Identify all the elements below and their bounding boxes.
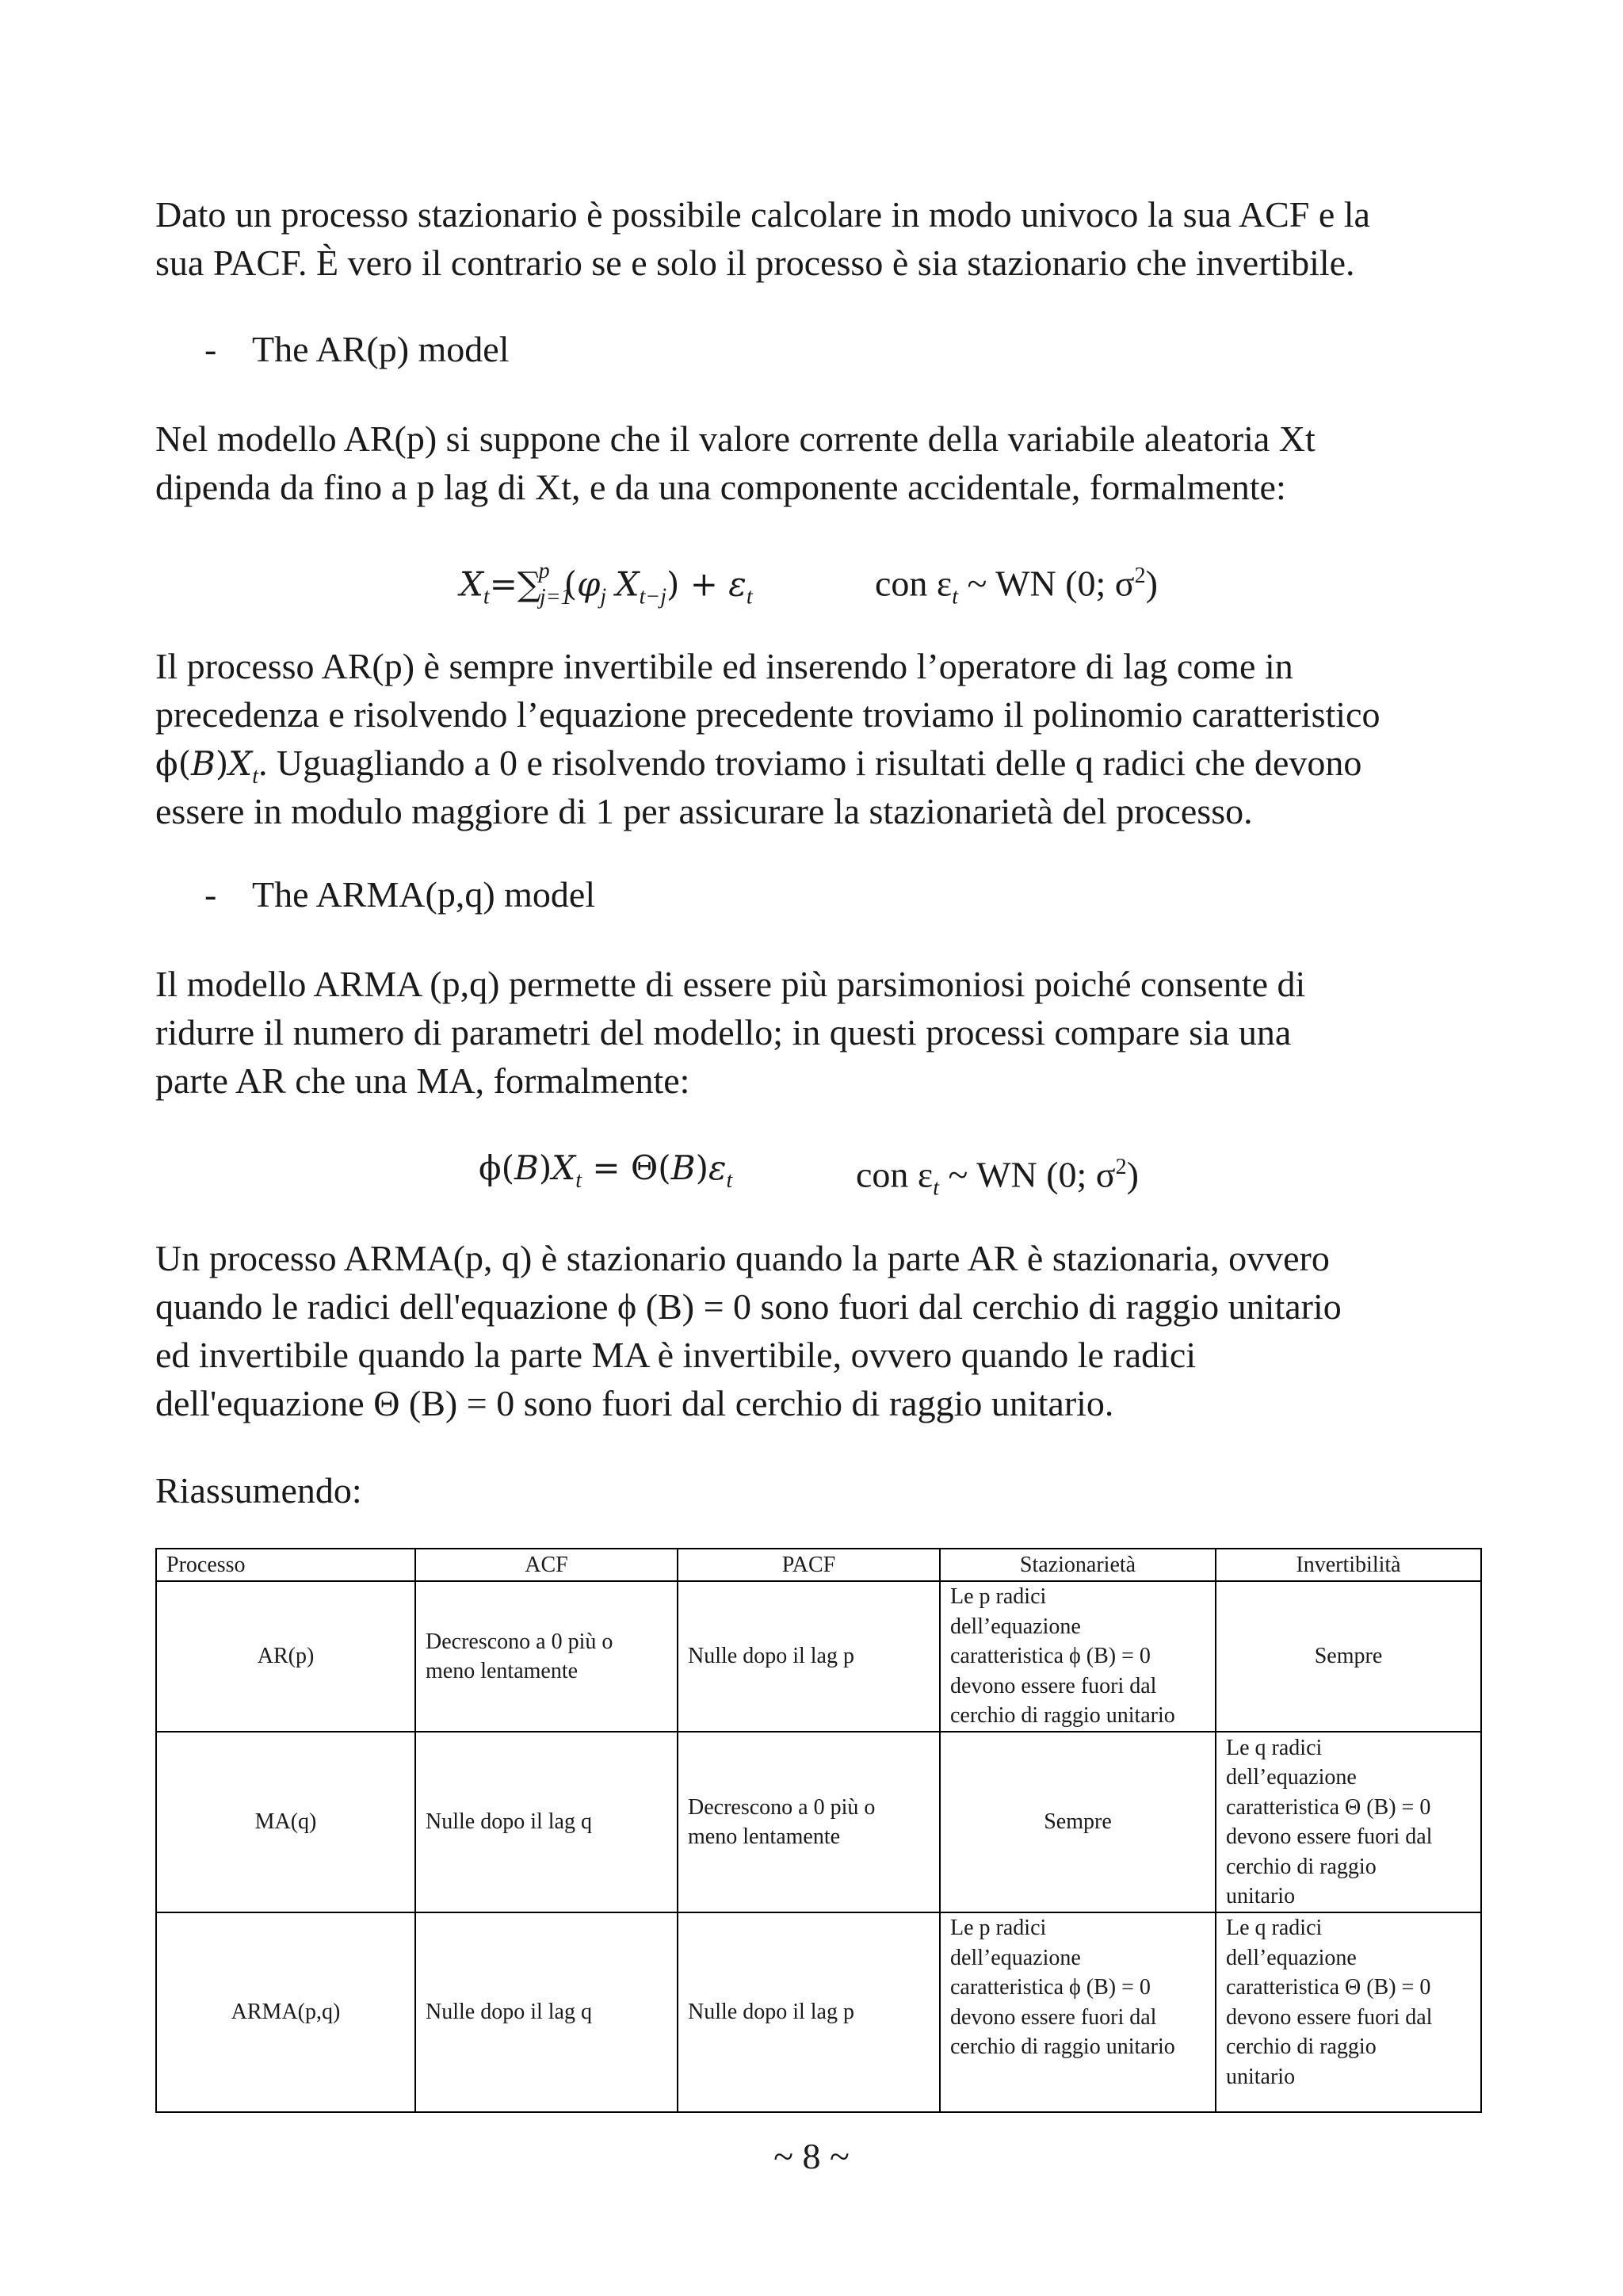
bullet-arma-label: The ARMA(p,q) model — [252, 874, 596, 915]
summary-table — [155, 1548, 1482, 2113]
paragraph-arma-line-3: parte AR che una MA, formalmente: — [155, 1060, 690, 1101]
cell-invertibility: Sempre — [1216, 1581, 1481, 1732]
cell-process: MA(q) — [156, 1732, 415, 1912]
cell-invertibility: Le q radici dell’equazione caratteristica Θ (B) = 0 devono essere fuori dal cerchio di raggio unitario — [1216, 1912, 1481, 2112]
cell-stationarity: Le p radici dell’equazione caratteristica ϕ (B) = 0 devono essere fuori dal cerchio di raggio unitario — [940, 1581, 1216, 1732]
paragraph-ar-invertible-line-3: $\phi(B)X_t$. Uguagliando a 0 e risolvendo troviamo i risultati delle q radici che devono — [155, 743, 1362, 789]
cell-acf: Nulle dopo il lag q — [415, 1912, 678, 2112]
bullet-ar-label: The AR(p) model — [252, 329, 510, 369]
paragraph-arma-line-2: ridurre il numero di parametri del modello; in questi processi compare sia una — [155, 1012, 1292, 1052]
arma-formula-condition: con $\varepsilon_t$ ~ WN (0; $\sigma^2$) — [856, 1154, 1139, 1201]
table-header-row — [156, 1549, 1481, 1581]
paragraph-ar-invertible-line-4: essere in modulo maggiore di 1 per assicurare la stazionarietà del processo. — [155, 791, 1253, 831]
cell-process: ARMA(p,q) — [156, 1912, 415, 2112]
bullet-arma-model: - The ARMA(p,q) model — [204, 874, 596, 915]
arma-formula: $\phi(B)X_t = \Theta(B)\varepsilon_t$ — [479, 1148, 733, 1194]
paragraph-intro-line-2: sua PACF. È vero il contrario se e solo il processo è sia stazionario che invertibile. — [155, 243, 1355, 283]
cell-process: AR(p) — [156, 1581, 415, 1732]
paragraph-ar-line-2: dipenda da fino a p lag di Xt, e da una componente accidentale, formalmente: — [155, 467, 1286, 507]
header-invertibilita: Invertibilità — [1216, 1549, 1481, 1581]
bullet-ar-model: - The AR(p) model — [204, 329, 510, 369]
cell-pacf: Decrescono a 0 più o meno lentamente — [678, 1732, 940, 1912]
cell-invertibility: Le q radici dell’equazione caratteristica Θ (B) = 0 devono essere fuori dal cerchio di raggio unitario — [1216, 1732, 1481, 1912]
paragraph-arma-stationary-line-2: quando le radici dell'equazione ϕ (B) = 0 sono fuori dal cerchio di raggio unitario — [155, 1286, 1342, 1327]
header-stazionarieta: Stazionarietà — [940, 1549, 1216, 1581]
cell-acf: Nulle dopo il lag q — [415, 1732, 678, 1912]
riassumendo-label: Riassumendo: — [155, 1470, 362, 1511]
ar-formula-condition: con $\varepsilon_t$ ~ WN (0; $\sigma^2$) — [875, 563, 1158, 609]
cell-stationarity: Le p radici dell’equazione caratteristica ϕ (B) = 0 devono essere fuori dal cerchio di raggio unitario — [940, 1912, 1216, 2112]
paragraph-arma-line-1: Il modello ARMA (p,q) permette di essere più parsimoniosi poiché consente di — [155, 964, 1306, 1004]
paragraph-arma-stationary-line-3: ed invertibile quando la parte MA è invertibile, ovvero quando le radici — [155, 1335, 1197, 1375]
table-row — [156, 1732, 1481, 1912]
cell-stationarity: Sempre — [940, 1732, 1216, 1912]
header-pacf: PACF — [678, 1549, 940, 1581]
table-row — [156, 1581, 1481, 1732]
cell-pacf: Nulle dopo il lag p — [678, 1912, 940, 2112]
paragraph-ar-invertible-line-1: Il processo AR(p) è sempre invertibile ed inserendo l’operatore di lag come in — [155, 646, 1293, 686]
paragraph-arma-stationary-line-4: dell'equazione Θ (B) = 0 sono fuori dal cerchio di raggio unitario. — [155, 1383, 1114, 1423]
header-acf: ACF — [415, 1549, 678, 1581]
paragraph-ar-line-1: Nel modello AR(p) si suppone che il valore corrente della variabile aleatoria Xt — [155, 418, 1316, 459]
paragraph-arma-stationary-line-1: Un processo ARMA(p, q) è stazionario quando la parte AR è stazionaria, ovvero — [155, 1238, 1330, 1278]
page-number: ~ 8 ~ — [773, 2136, 850, 2176]
cell-acf: Decrescono a 0 più o meno lentamente — [415, 1581, 678, 1732]
cell-pacf: Nulle dopo il lag p — [678, 1581, 940, 1732]
header-processo: Processo — [156, 1549, 415, 1581]
table-row — [156, 1912, 1481, 2112]
ar-formula: $X_t=\sum_{j=1}^p$ ($\varphi_j$ $X_{t-j}) + \varepsilon_t$ — [460, 559, 753, 609]
paragraph-intro-line-1: Dato un processo stazionario è possibile calcolare in modo univoco la sua ACF e la — [155, 194, 1370, 235]
paragraph-ar-invertible-line-2: precedenza e risolvendo l’equazione precedente troviamo il polinomio caratteristico — [155, 694, 1381, 735]
